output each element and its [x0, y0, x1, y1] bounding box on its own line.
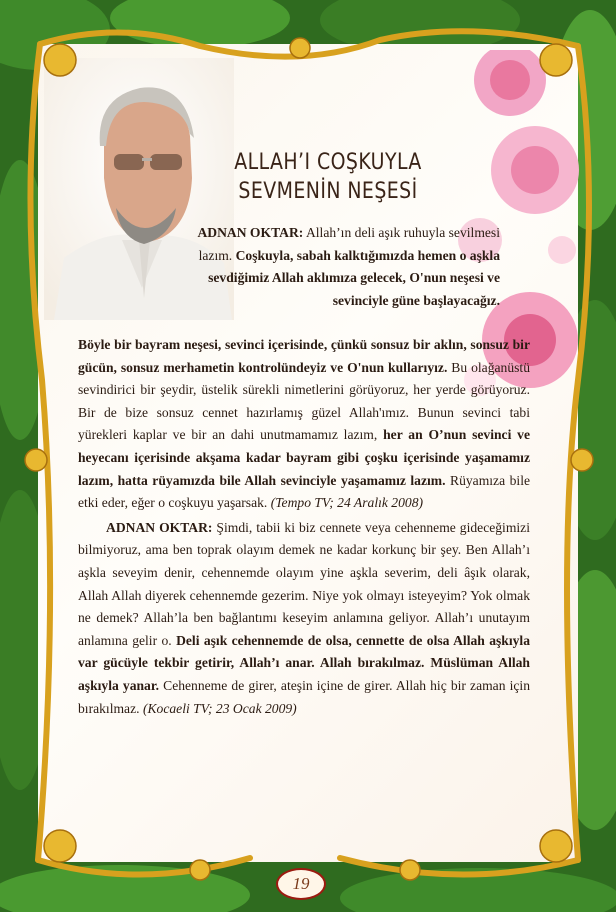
speaker-label: ADNAN OKTAR:: [106, 519, 213, 535]
text-run: Şimdi, tabii ki biz cennete veya cehenneme gideceğimizi bilmiyoruz, ama ben toprak olayım demek ne kadar korkunç bir şey. Ben Allah’ı aşkla seveyim denir, cehennemde olayım yine aşkla severim, deli âşık olarak, Allah Allah diyerek cehennemde gezerim. Niye yok olmayı isteyeyim? Yok olmak ne demek? Allah’la ben bağlantımı keseyim anlamına geliyor. Allah’ı unutayım anlamına gelir o.: [78, 519, 530, 648]
source-citation: (Kocaeli TV; 23 Ocak 2009): [142, 700, 297, 716]
text-run-bold: Deli aşık cehennemde de olsa, cennette de olsa Allah aşkıyla var gücüyle tekbir getirir, Allah’ı anar. Allah bırakılmaz. Müslüman Allah aşkıyla yanar.: [78, 632, 530, 693]
text-run: Allah’ın deli aşık ruhuyla sevilmesi lazım.: [198, 225, 500, 263]
title-line-2: SEVMENİN NEŞESİ: [238, 179, 418, 204]
text-run-bold: her an O’nun sevinci ve heyecanı içerisinde akşama kadar bayram gibi çoşku içerisinde yaşamamız lazım, hatta rüyamızda bile Allah sevinciyle yaşamamız lazım.: [78, 427, 530, 488]
text-run-bold: Coşkuyla, sabah kalktığımızda hemen o aşkla sevdiğimiz Allah aklımıza gelecek, O'nun neşesi ve sevinciyle güne başlayacağız.: [208, 247, 500, 308]
title-line-1: ALLAH’I COŞKUYLA: [234, 150, 422, 175]
text-run: Cehenneme de girer, ateşin içine de girer. Allah hiç bir zaman için bırakılmaz.: [78, 677, 530, 716]
speaker-label: ADNAN OKTAR:: [197, 225, 304, 240]
page-title: [214, 148, 441, 206]
text-run-bold: Böyle bir bayram neşesi, sevinci içerisinde, çünkü sonsuz bir aklın, sonsuz bir gücün, sonsuz merhametin kontrolündeyiz ve O'nun kullarıyız.: [78, 337, 530, 375]
paragraph-intro: [180, 222, 500, 312]
source-citation: (Tempo TV; 24 Aralık 2008): [270, 495, 424, 511]
text-run: Rüyamıza bile etki eder, eğer o coşkuyu yaşarsak.: [78, 472, 531, 511]
text-run: Bu olağanüstü sevindirici bir şeydir, üstelik sürekli nimetlerini görüyoruz, her yerde görüyoruz. Bir de bize sonsuz cennet hazırlamış güzel Allah'ımız. Bunun sevinci tabi yürekleri kaplar ve bir an dahi unutmamamız lazım,: [78, 359, 531, 443]
page-number: 19: [276, 868, 326, 900]
main-text: [78, 334, 530, 720]
